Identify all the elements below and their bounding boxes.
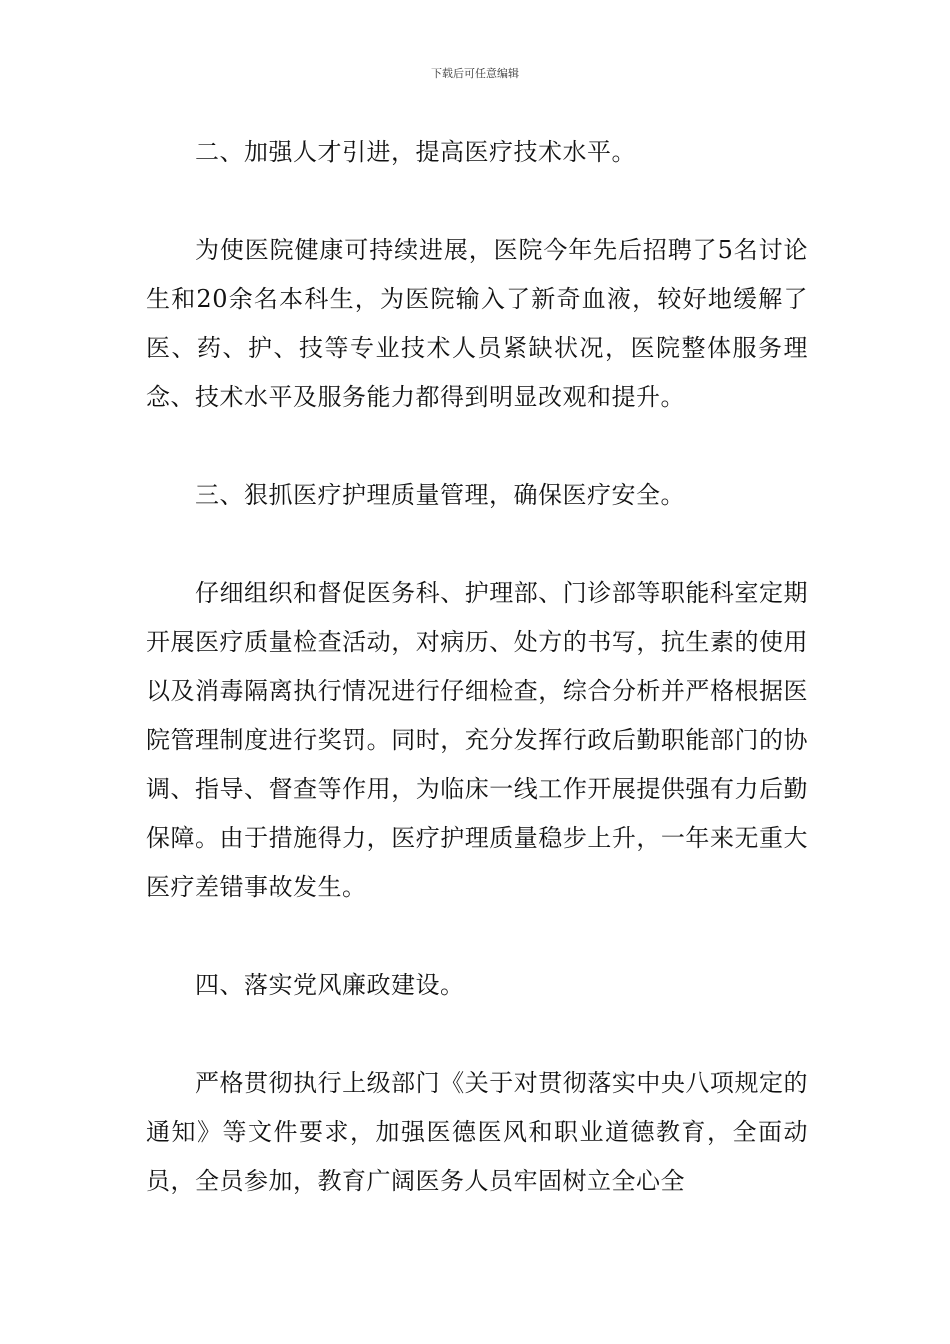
- section-paragraph-3: 仔细组织和督促医务科、护理部、门诊部等职能科室定期开展医疗质量检查活动，对病历、处方的书写，抗生素的使用以及消毒隔离执行情况进行仔细检查，综合分析并严格根据医院管理制度进行奖罚。同时，充分发挥行政后勤职能部门的协调、指导、督查等作用，为临床一线工作开展提供强有力后勤保障。由于措施得力，医疗护理质量稳步上升，一年来无重大医疗差错事故发生。: [146, 579, 808, 901]
- section-heading-3: 三、狠抓医疗护理质量管理，确保医疗安全。: [195, 481, 685, 509]
- document-body: [146, 128, 808, 1255]
- section-heading-4: 四、落实党风廉政建设。: [195, 971, 465, 999]
- section-paragraph-2: 为使医院健康可持续进展，医院今年先后招聘了5名讨论生和20余名本科生，为医院输入了新奇血液，较好地缓解了医、药、护、技等专业技术人员紧缺状况，医院整体服务理念、技术水平及服务能力都得到明显改观和提升。: [146, 236, 808, 411]
- page-header: 下载后可任意编辑: [431, 67, 519, 80]
- section-heading-2: 二、加强人才引进，提高医疗技术水平。: [195, 138, 636, 166]
- section-paragraph-4: 严格贯彻执行上级部门《关于对贯彻落实中央八项规定的通知》等文件要求，加强医德医风和职业道德教育，全面动员，全员参加，教育广阔医务人员牢固树立全心全: [146, 1069, 808, 1195]
